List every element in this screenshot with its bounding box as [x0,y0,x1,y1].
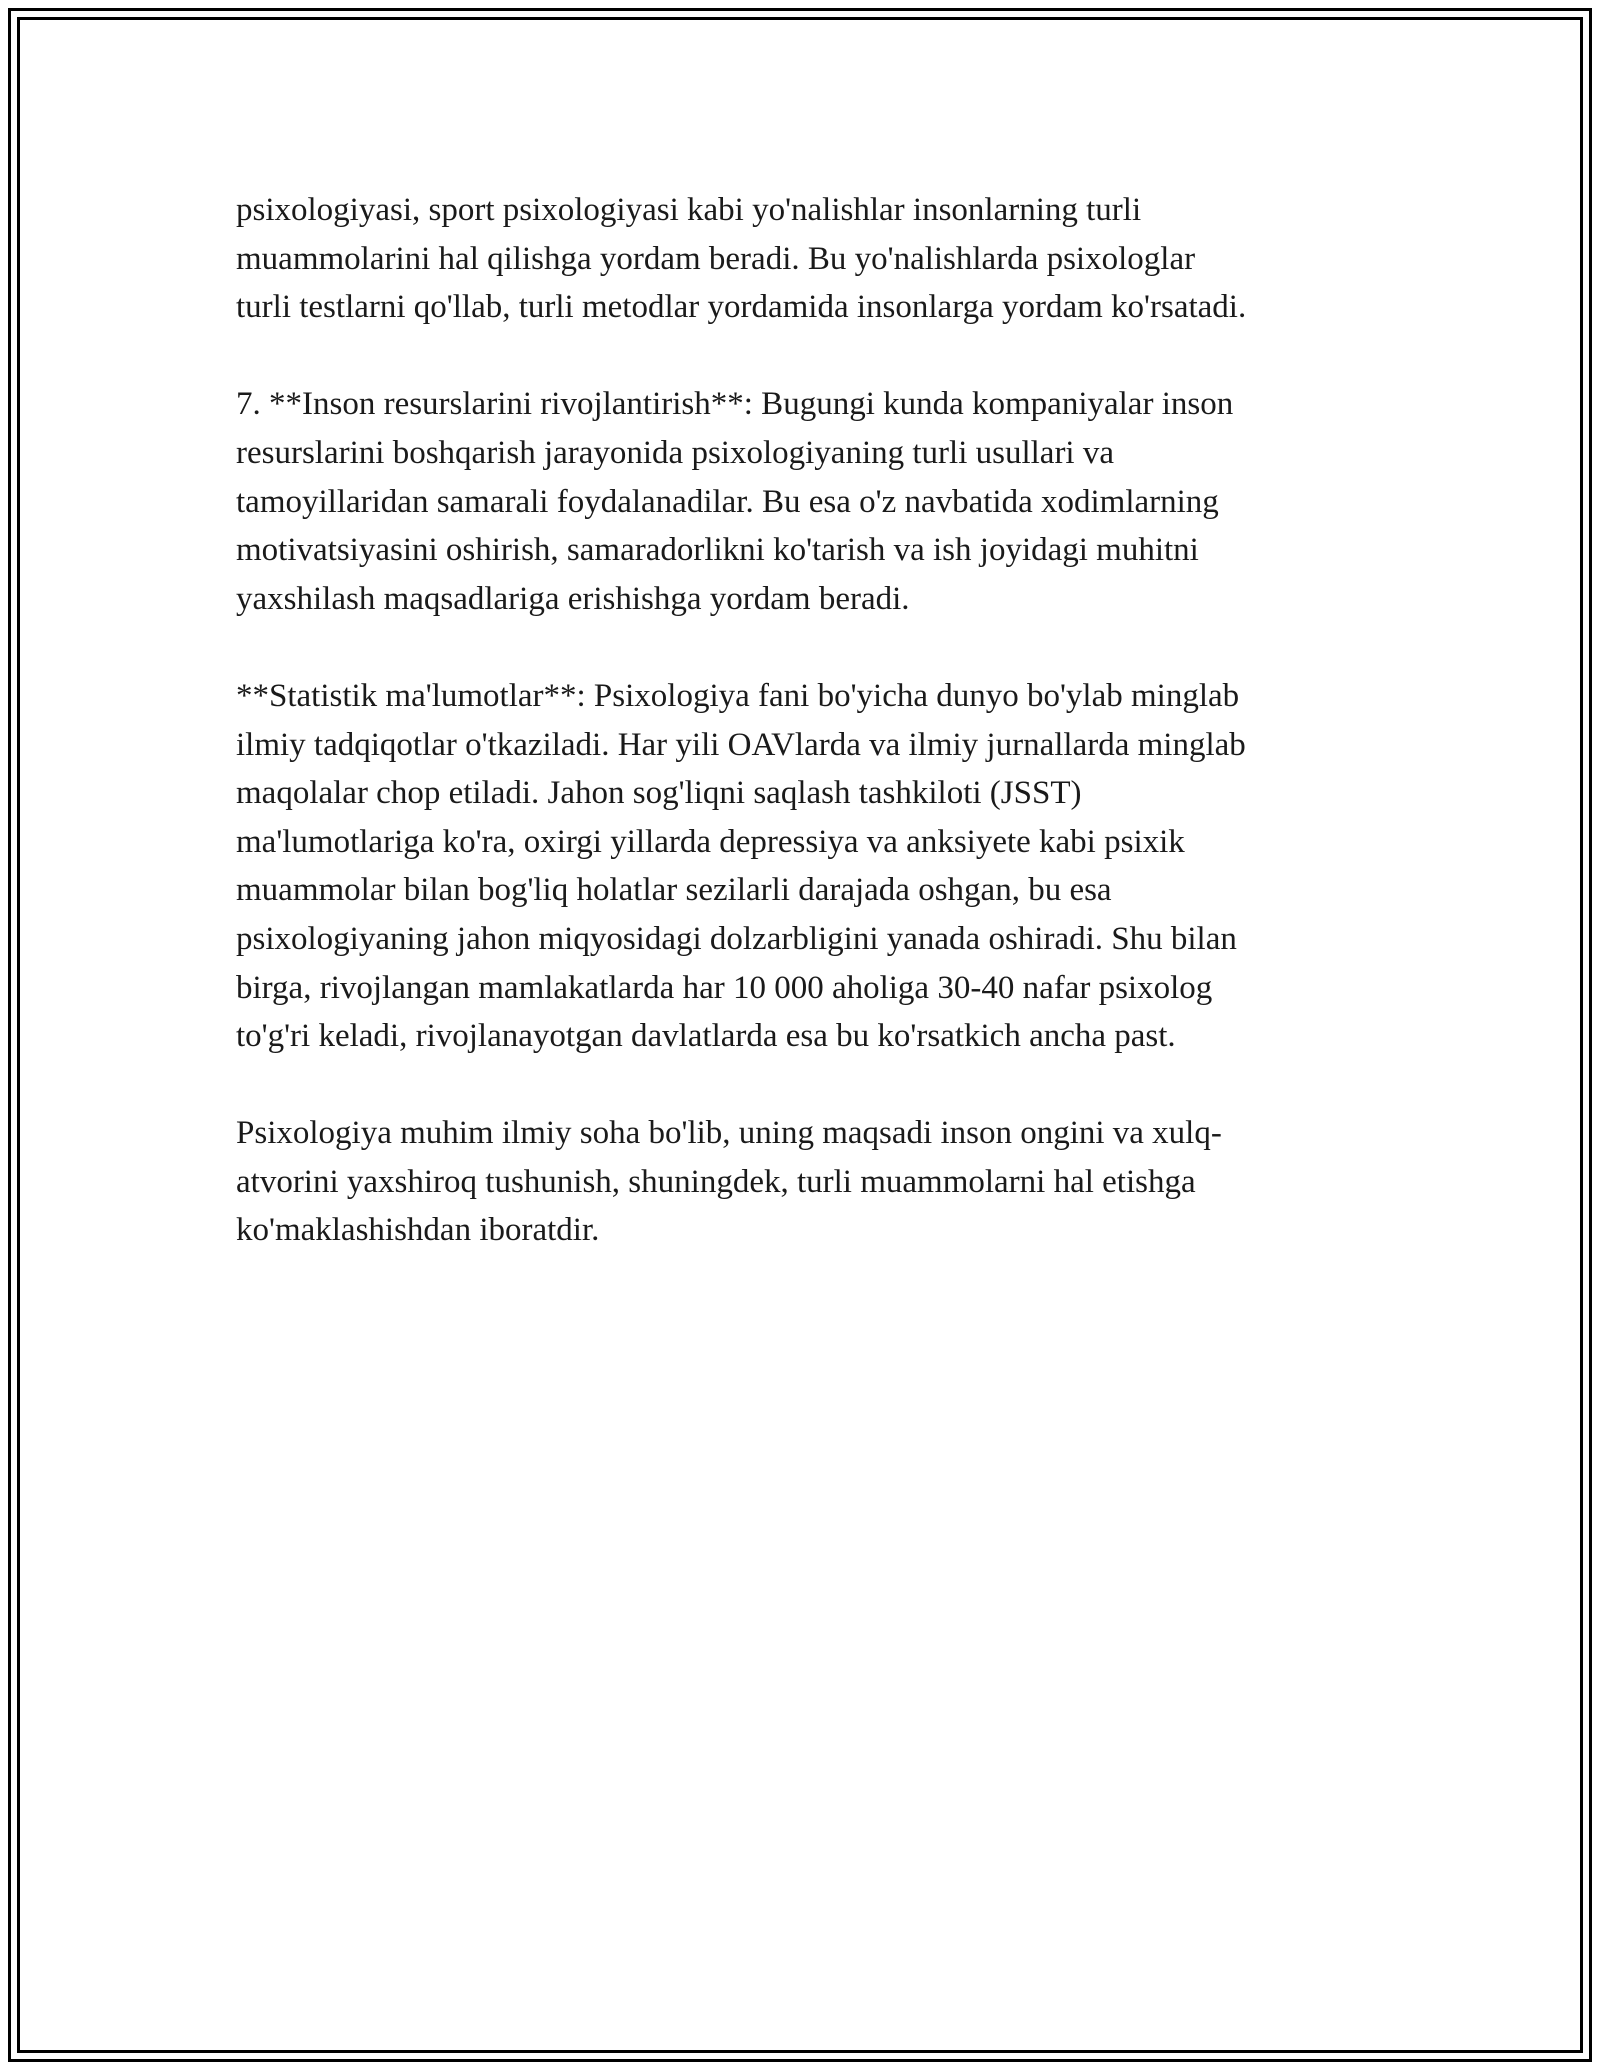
document-body [236,186,1386,1304]
text-line: 7. **Inson resurslarini rivojlantirish**: Bugungi kunda kompaniyalar inson [236,386,1234,423]
text-line: motivatsiyasini oshirish, samaradorlikni ko'tarish va ish joyidagi muhitni [236,532,1199,569]
text-line: yaxshilash maqsadlariga erishishga yordam beradi. [236,580,910,617]
text-line: muammolarini hal qilishga yordam beradi. Bu yo'nalishlarda psixologlar [236,240,1196,277]
text-line: birga, rivojlangan mamlakatlarda har 10 000 aholiga 30-40 nafar psixolog [236,969,1213,1006]
text-line: turli testlarni qo'llab, turli metodlar yordamida insonlarga yordam ko'rsatadi. [236,289,1247,326]
paragraph-human-resources [236,380,1386,623]
text-line: maqolalar chop etiladi. Jahon sog'liqni saqlash tashkiloti (JSST) [236,775,1082,812]
text-line: psixologiyasi, sport psixologiyasi kabi yo'nalishlar insonlarning turli [236,192,1142,228]
text-line: to'g'ri keladi, rivojlanayotgan davlatlarda esa bu ko'rsatkich ancha past. [236,1018,1176,1055]
text-line: tamoyillaridan samarali foydalanadilar. Bu esa o'z navbatida xodimlarning [236,483,1219,520]
paragraph-statistics [236,672,1386,1061]
text-line: ma'lumotlariga ko'ra, oxirgi yillarda depressiya va anksiyete kabi psixik [236,823,1185,860]
text-line: ilmiy tadqiqotlar o'tkaziladi. Har yili OAVlarda va ilmiy jurnallarda minglab [236,726,1246,763]
text-line: **Statistik ma'lumotlar**: Psixologiya fani bo'yicha dunyo bo'ylab minglab [236,677,1240,714]
text-line: muammolar bilan bog'liq holatlar sezilarli darajada oshgan, bu esa [236,872,1112,909]
text-line: resurslarini boshqarish jarayonida psixologiyaning turli usullari va [236,434,1114,471]
text-line: atvorini yaxshiroq tushunish, shuningdek, turli muammolarni hal etishga [236,1163,1196,1200]
text-line: psixologiyaning jahon miqyosidagi dolzarbligini yanada oshiradi. Shu bilan [236,920,1237,957]
paragraph-applied-psychology [236,186,1386,332]
paragraph-conclusion [236,1109,1386,1255]
text-line: Psixologiya muhim ilmiy soha bo'lib, uning maqsadi inson ongini va xulq- [236,1115,1222,1152]
text-line: ko'maklashishdan iboratdir. [236,1212,600,1249]
